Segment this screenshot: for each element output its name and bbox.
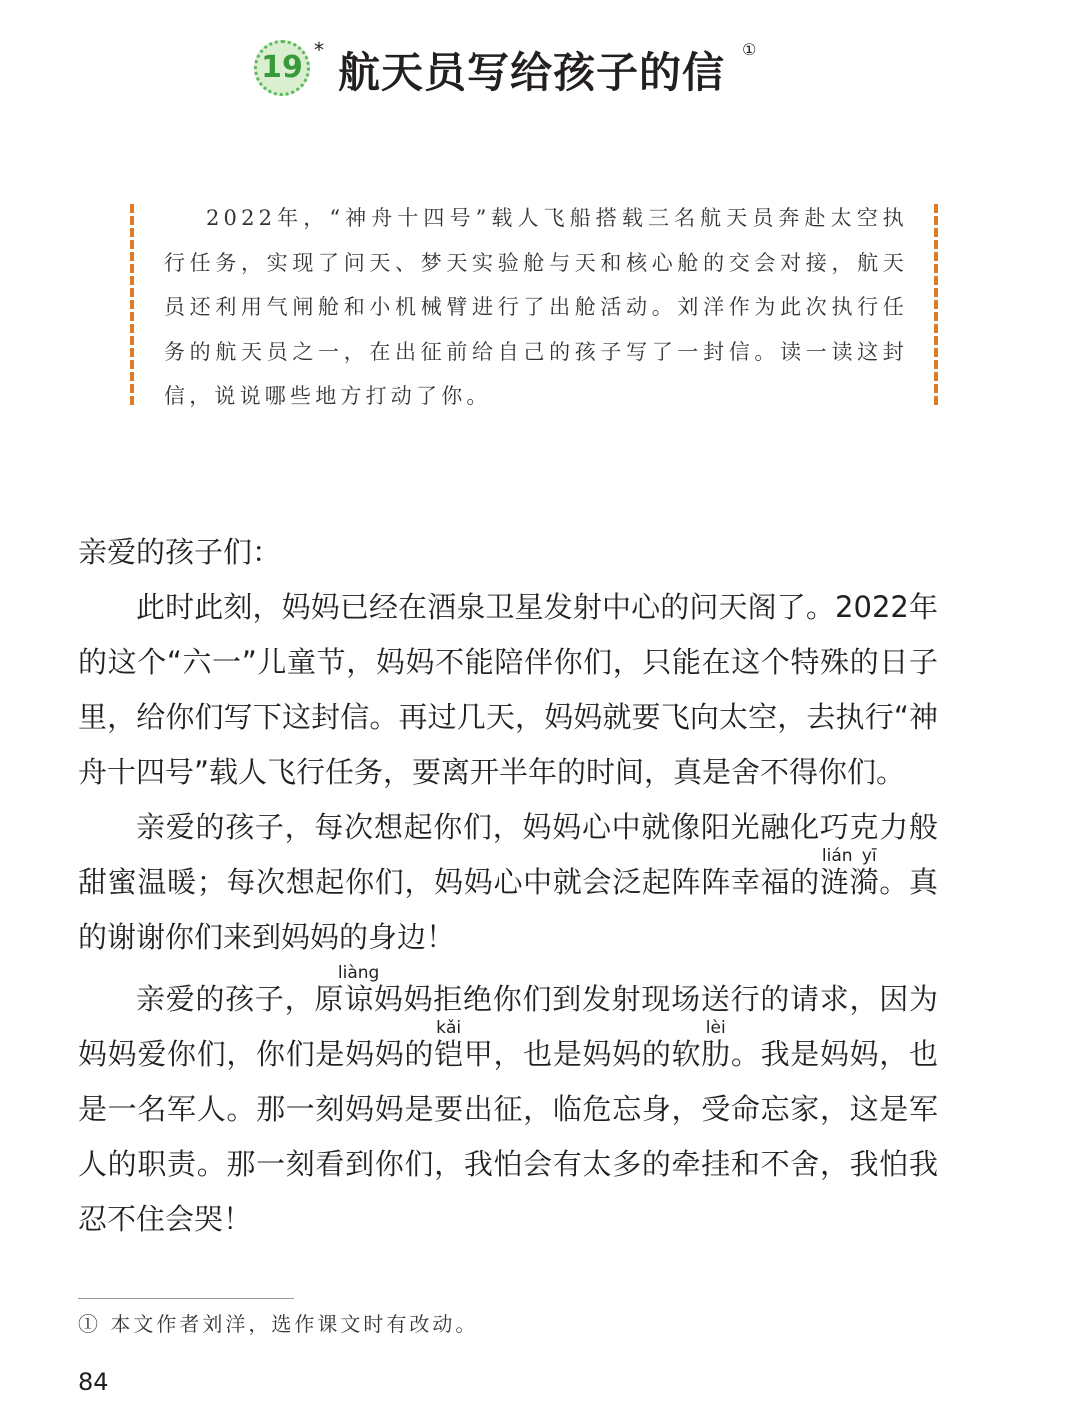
ruby-liang [337,963,380,1016]
intro-left-bar [130,204,134,408]
ruby-base-lianyi: 涟漪 [819,865,880,899]
p3-text-b: 妈妈拒绝你们到发射现场送行的请求，因为妈妈爱你们，你们是妈妈的 [78,982,938,1071]
ruby-kai [434,1018,464,1071]
intro-paragraph: 2022年，“神舟十四号”载人飞船搭载三名航天员奔赴太空执行任务，实现了问天、梦天实验舱与天和核心舱的交会对接，航天员还利用气闸舱和小机械臂进行了出舱活动。刘洋作为此次执行任务的航天员之一，在出征前给自己的孩子写了一封信。读一读这封信，说说哪些地方打动了你。 [164,206,908,408]
ruby-base-liang: 谅 [337,982,380,1016]
ruby-lei [701,1018,731,1071]
p3-text-a: 亲爱的孩子，原 [136,982,345,1016]
footnote: ① 本文作者刘洋，选作课文时有改动。 [78,1312,479,1336]
p3-text-c: 甲，也是妈妈的软 [463,1037,702,1071]
p3-text-d: 。我是妈妈，也是一名军人。那一刻妈妈是要出征，临危忘身，受命忘家，这是军人的职责。那一刻看到你们，我怕会有太多的牵挂和不舍，我怕我忍不住会哭！ [78,1037,938,1236]
pinyin-liang: liàng [337,963,380,983]
pinyin-lianyi: lián yī [819,846,879,866]
letter-body [78,524,938,1247]
p2-text-b: 。真的谢谢你们来到妈妈的身边！ [78,865,938,954]
letter-paragraph-3 [78,965,938,1247]
ruby-base-kai: 铠 [434,1037,464,1071]
letter-paragraph-1: 此时此刻，妈妈已经在酒泉卫星发射中心的问天阁了。2022年的这个“六一”儿童节，妈妈不能陪伴你们，只能在这个特殊的日子里，给你们写下这封信。再过几天，妈妈就要飞向太空，去执行“神舟十四号”载人飞行任务，要离开半年的时间，真是舍不得你们。 [78,590,938,789]
intro-text [164,196,908,419]
lesson-number-badge: 19 [254,40,310,96]
title-footnote-marker: ① [742,40,757,59]
letter-paragraph-2 [78,800,938,965]
footnote-divider [78,1298,294,1299]
page-number: 84 [78,1368,109,1396]
pinyin-lei: lèi [701,1018,731,1038]
letter-greeting: 亲爱的孩子们： [78,535,282,569]
intro-box [130,196,938,408]
intro-right-bar [934,204,938,408]
p2-text-a: 亲爱的孩子，每次想起你们，妈妈心中就像阳光融化巧克力般甜蜜温暖；每次想起你们，妈妈心中就会泛起阵阵幸福的 [78,810,938,899]
ruby-lianyi [819,846,880,899]
pinyin-kai: kǎi [434,1018,464,1038]
page-title: 航天员写给孩子的信 [338,48,726,97]
self-study-marker: * [314,38,324,62]
ruby-base-lei: 肋 [701,1037,731,1071]
